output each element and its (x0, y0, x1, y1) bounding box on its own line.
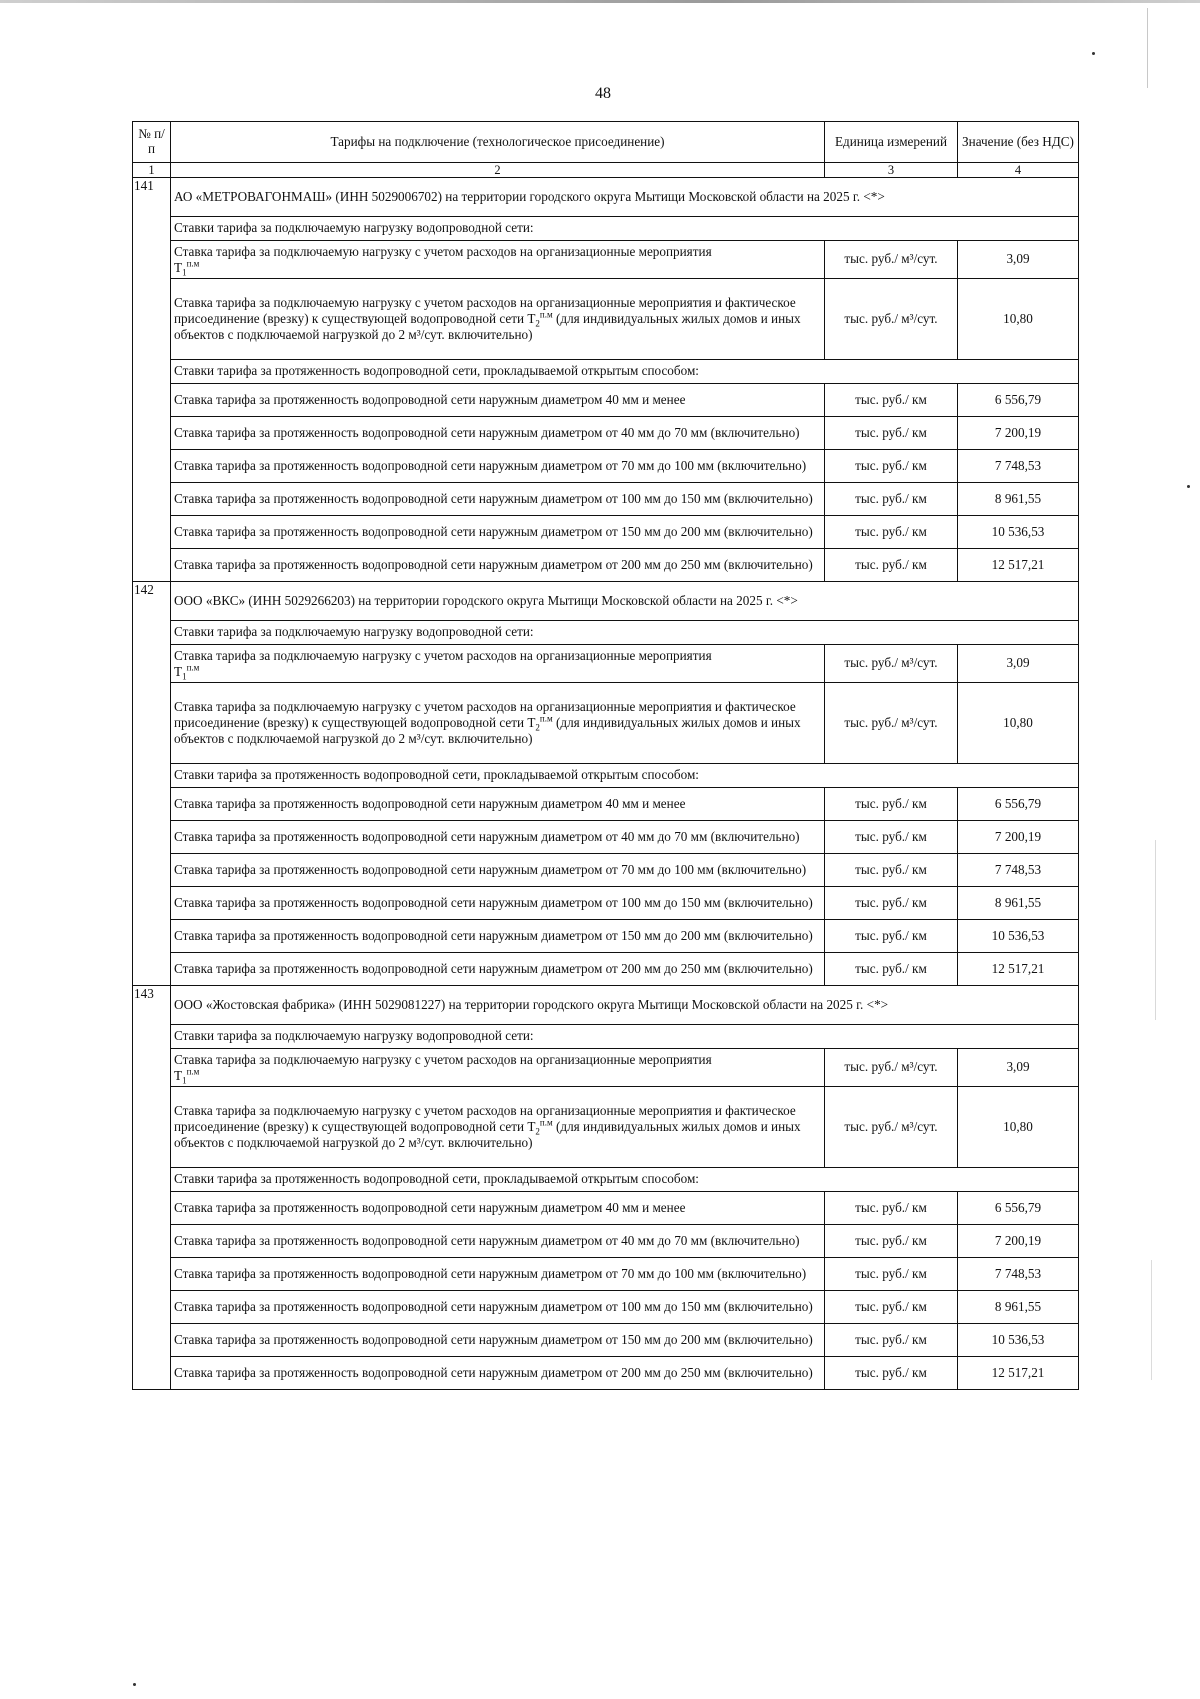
tariff-description-text: Ставка тарифа за подключаемую нагрузку с учетом расходов на организационные мероприятия (174, 647, 712, 663)
scan-speck (1092, 52, 1095, 55)
table-row (133, 417, 1079, 450)
value-cell: 10 536,53 (958, 920, 1079, 953)
tariff-symbol-subscript: 1 (182, 671, 187, 682)
subsection-row (133, 1168, 1079, 1192)
subsection-row (133, 621, 1079, 645)
table-row (133, 683, 1079, 764)
tariff-symbol-subscript: 1 (182, 267, 187, 278)
company-row (133, 986, 1079, 1025)
unit-cell: тыс. руб./ км (825, 953, 958, 986)
subsection-heading: Ставки тарифа за протяженность водопроводной сети, прокладываемой открытым способом: (171, 764, 1079, 788)
table-row (133, 1324, 1079, 1357)
value-cell: 12 517,21 (958, 1357, 1079, 1390)
unit-cell: тыс. руб./ км (825, 417, 958, 450)
value-cell: 10,80 (958, 683, 1079, 764)
table-row (133, 645, 1079, 683)
scan-speck (133, 1683, 136, 1686)
tariff-symbol-letter: T (174, 259, 183, 275)
tariff-description: Ставка тарифа за протяженность водопроводной сети наружным диаметром от 70 мм до 100 мм (включительно) (171, 1258, 825, 1291)
company-row (133, 178, 1079, 217)
header-value: Значение (без НДС) (958, 122, 1079, 163)
tariff-description: Ставка тарифа за протяженность водопроводной сети наружным диаметром от 200 мм до 250 мм (включительно) (171, 1357, 825, 1390)
unit-cell: тыс. руб./ км (825, 821, 958, 854)
tariff-symbol-superscript: п.м (186, 258, 200, 269)
tariff-symbol-letter: T (174, 1067, 183, 1083)
subsection-row (133, 217, 1079, 241)
unit-cell: тыс. руб./ км (825, 1225, 958, 1258)
unit-cell: тыс. руб./ км (825, 483, 958, 516)
tariff-description (171, 241, 825, 279)
value-cell: 12 517,21 (958, 953, 1079, 986)
unit-cell: тыс. руб./ м³/сут. (825, 683, 958, 764)
table-row (133, 450, 1079, 483)
table-row (133, 953, 1079, 986)
table-row (133, 483, 1079, 516)
tariff-symbol-superscript: п.м (539, 713, 553, 724)
tariff-symbol-letter: T (527, 311, 536, 327)
value-cell: 8 961,55 (958, 1291, 1079, 1324)
scan-speck (1187, 485, 1190, 488)
table-row (133, 279, 1079, 360)
value-cell: 3,09 (958, 645, 1079, 683)
column-number: 2 (171, 163, 825, 178)
unit-cell: тыс. руб./ км (825, 384, 958, 417)
value-cell: 7 748,53 (958, 854, 1079, 887)
tariff-description: Ставка тарифа за протяженность водопроводной сети наружным диаметром от 100 мм до 150 мм (включительно) (171, 483, 825, 516)
tariff-description: Ставка тарифа за протяженность водопроводной сети наружным диаметром от 40 мм до 70 мм (включительно) (171, 1225, 825, 1258)
subsection-heading: Ставки тарифа за протяженность водопроводной сети, прокладываемой открытым способом: (171, 360, 1079, 384)
tariff-description: Ставка тарифа за протяженность водопроводной сети наружным диаметром 40 мм и менее (171, 788, 825, 821)
table-row (133, 1225, 1079, 1258)
tariff-symbol-superscript: п.м (186, 1066, 200, 1077)
tariff-symbol (527, 1117, 553, 1137)
table-row (133, 241, 1079, 279)
value-cell: 7 748,53 (958, 450, 1079, 483)
table-row (133, 1087, 1079, 1168)
table-row (133, 1192, 1079, 1225)
row-number: 142 (133, 582, 171, 986)
unit-cell: тыс. руб./ км (825, 516, 958, 549)
value-cell: 8 961,55 (958, 887, 1079, 920)
value-cell: 6 556,79 (958, 788, 1079, 821)
value-cell: 3,09 (958, 241, 1079, 279)
tariff-symbol-subscript: 2 (535, 722, 540, 733)
table-row (133, 821, 1079, 854)
header-unit: Единица измерений (825, 122, 958, 163)
table-row (133, 854, 1079, 887)
tariff-description: Ставка тарифа за протяженность водопроводной сети наружным диаметром от 70 мм до 100 мм (включительно) (171, 854, 825, 887)
subsection-row (133, 764, 1079, 788)
tariff-description-text: Ставка тарифа за подключаемую нагрузку с учетом расходов на организационные мероприятия и фактическое присоединение (врезку) к существующей водопроводной сети (174, 699, 796, 731)
scan-edge-mark (1151, 1260, 1152, 1380)
unit-cell: тыс. руб./ м³/сут. (825, 279, 958, 360)
table-row (133, 1258, 1079, 1291)
unit-cell: тыс. руб./ км (825, 920, 958, 953)
table-row (133, 887, 1079, 920)
value-cell: 10,80 (958, 279, 1079, 360)
tariff-symbol-superscript: п.м (539, 1117, 553, 1128)
value-cell: 10 536,53 (958, 1324, 1079, 1357)
subsection-heading: Ставки тарифа за подключаемую нагрузку водопроводной сети: (171, 217, 1079, 241)
tariff-description: Ставка тарифа за протяженность водопроводной сети наружным диаметром от 200 мм до 250 мм (включительно) (171, 549, 825, 582)
unit-cell: тыс. руб./ км (825, 1324, 958, 1357)
row-number: 141 (133, 178, 171, 582)
column-number: 3 (825, 163, 958, 178)
unit-cell: тыс. руб./ км (825, 450, 958, 483)
row-number: 143 (133, 986, 171, 1390)
table-row (133, 384, 1079, 417)
tariff-description-text: Ставка тарифа за подключаемую нагрузку с учетом расходов на организационные мероприятия и фактическое присоединение (врезку) к существующей водопроводной сети (174, 295, 796, 327)
unit-cell: тыс. руб./ м³/сут. (825, 241, 958, 279)
company-row (133, 582, 1079, 621)
tariff-description (171, 683, 825, 764)
tariff-description (171, 1049, 825, 1087)
header-number: № п/п (133, 122, 171, 163)
value-cell: 7 200,19 (958, 417, 1079, 450)
tariff-description: Ставка тарифа за протяженность водопроводной сети наружным диаметром от 150 мм до 200 мм (включительно) (171, 1324, 825, 1357)
tariff-description: Ставка тарифа за протяженность водопроводной сети наружным диаметром от 70 мм до 100 мм (включительно) (171, 450, 825, 483)
tariff-symbol-letter: T (527, 1119, 536, 1135)
table-row (133, 516, 1079, 549)
tariff-symbol-subscript: 2 (535, 1126, 540, 1137)
table-row (133, 788, 1079, 821)
tariff-description: Ставка тарифа за протяженность водопроводной сети наружным диаметром от 40 мм до 70 мм (включительно) (171, 417, 825, 450)
scan-top-edge (0, 0, 1200, 3)
tariff-table (132, 121, 1079, 1390)
company-title: ООО «Жостовская фабрика» (ИНН 5029081227) на территории городского округа Мытищи Московской области на 2025 г. <*> (171, 986, 1079, 1025)
subsection-row (133, 360, 1079, 384)
tariff-description (171, 279, 825, 360)
value-cell: 10 536,53 (958, 516, 1079, 549)
unit-cell: тыс. руб./ км (825, 1192, 958, 1225)
column-number: 4 (958, 163, 1079, 178)
table-row (133, 920, 1079, 953)
tariff-description (171, 1087, 825, 1168)
page-number: 48 (595, 85, 611, 102)
value-cell: 6 556,79 (958, 1192, 1079, 1225)
column-number-row (133, 163, 1079, 178)
tariff-symbol-letter: T (174, 663, 183, 679)
table-row (133, 1049, 1079, 1087)
tariff-description: Ставка тарифа за протяженность водопроводной сети наружным диаметром от 100 мм до 150 мм (включительно) (171, 1291, 825, 1324)
tariff-description: Ставка тарифа за протяженность водопроводной сети наружным диаметром от 100 мм до 150 мм (включительно) (171, 887, 825, 920)
tariff-symbol-letter: T (527, 715, 536, 731)
tariff-symbol-subscript: 2 (535, 318, 540, 329)
tariff-description-text: Ставка тарифа за подключаемую нагрузку с учетом расходов на организационные мероприятия (174, 1051, 712, 1067)
scan-edge-mark (1147, 8, 1148, 88)
tariff-description: Ставка тарифа за протяженность водопроводной сети наружным диаметром 40 мм и менее (171, 384, 825, 417)
tariff-symbol-subscript: 1 (182, 1075, 187, 1086)
table-row (133, 1291, 1079, 1324)
tariff-description (171, 645, 825, 683)
tariff-symbol (174, 1066, 200, 1086)
unit-cell: тыс. руб./ км (825, 788, 958, 821)
unit-cell: тыс. руб./ км (825, 1357, 958, 1390)
tariff-description: Ставка тарифа за протяженность водопроводной сети наружным диаметром от 40 мм до 70 мм (включительно) (171, 821, 825, 854)
tariff-symbol (174, 258, 200, 278)
unit-cell: тыс. руб./ км (825, 887, 958, 920)
scan-edge-mark (1155, 840, 1156, 1020)
header-tariffs: Тарифы на подключение (технологическое присоединение) (171, 122, 825, 163)
company-title: ООО «ВКС» (ИНН 5029266203) на территории городского округа Мытищи Московской области на 2025 г. <*> (171, 582, 1079, 621)
unit-cell: тыс. руб./ м³/сут. (825, 645, 958, 683)
tariff-description: Ставка тарифа за протяженность водопроводной сети наружным диаметром 40 мм и менее (171, 1192, 825, 1225)
table-row (133, 549, 1079, 582)
value-cell: 10,80 (958, 1087, 1079, 1168)
tariff-symbol (527, 309, 553, 329)
subsection-heading: Ставки тарифа за подключаемую нагрузку водопроводной сети: (171, 1025, 1079, 1049)
value-cell: 6 556,79 (958, 384, 1079, 417)
value-cell: 7 748,53 (958, 1258, 1079, 1291)
company-title: АО «МЕТРОВАГОНМАШ» (ИНН 5029006702) на территории городского округа Мытищи Московской области на 2025 г. <*> (171, 178, 1079, 217)
unit-cell: тыс. руб./ км (825, 549, 958, 582)
tariff-symbol-superscript: п.м (539, 309, 553, 320)
subsection-row (133, 1025, 1079, 1049)
value-cell: 12 517,21 (958, 549, 1079, 582)
tariff-symbol (174, 662, 200, 682)
tariff-description: Ставка тарифа за протяженность водопроводной сети наружным диаметром от 150 мм до 200 мм (включительно) (171, 516, 825, 549)
column-number: 1 (133, 163, 171, 178)
tariff-symbol-superscript: п.м (186, 662, 200, 673)
table-header-row (133, 122, 1079, 163)
table-row (133, 1357, 1079, 1390)
subsection-heading: Ставки тарифа за подключаемую нагрузку водопроводной сети: (171, 621, 1079, 645)
unit-cell: тыс. руб./ км (825, 1291, 958, 1324)
tariff-description-text: Ставка тарифа за подключаемую нагрузку с учетом расходов на организационные мероприятия и фактическое присоединение (врезку) к существующей водопроводной сети (174, 1103, 796, 1135)
table-body (133, 178, 1079, 1390)
tariff-description-text: Ставка тарифа за подключаемую нагрузку с учетом расходов на организационные мероприятия (174, 243, 712, 259)
tariff-description-text: (для индивидуальных жилых домов и иных объектов с подключаемой нагрузкой до 2 м³/сут. включительно) (174, 311, 801, 342)
value-cell: 7 200,19 (958, 1225, 1079, 1258)
tariff-description: Ставка тарифа за протяженность водопроводной сети наружным диаметром от 200 мм до 250 мм (включительно) (171, 953, 825, 986)
tariff-description-text: (для индивидуальных жилых домов и иных объектов с подключаемой нагрузкой до 2 м³/сут. включительно) (174, 1119, 801, 1150)
tariff-description: Ставка тарифа за протяженность водопроводной сети наружным диаметром от 150 мм до 200 мм (включительно) (171, 920, 825, 953)
subsection-heading: Ставки тарифа за протяженность водопроводной сети, прокладываемой открытым способом: (171, 1168, 1079, 1192)
unit-cell: тыс. руб./ м³/сут. (825, 1087, 958, 1168)
value-cell: 7 200,19 (958, 821, 1079, 854)
tariff-description-text: (для индивидуальных жилых домов и иных объектов с подключаемой нагрузкой до 2 м³/сут. включительно) (174, 715, 801, 746)
value-cell: 8 961,55 (958, 483, 1079, 516)
unit-cell: тыс. руб./ км (825, 854, 958, 887)
tariff-symbol (527, 713, 553, 733)
value-cell: 3,09 (958, 1049, 1079, 1087)
unit-cell: тыс. руб./ км (825, 1258, 958, 1291)
unit-cell: тыс. руб./ м³/сут. (825, 1049, 958, 1087)
